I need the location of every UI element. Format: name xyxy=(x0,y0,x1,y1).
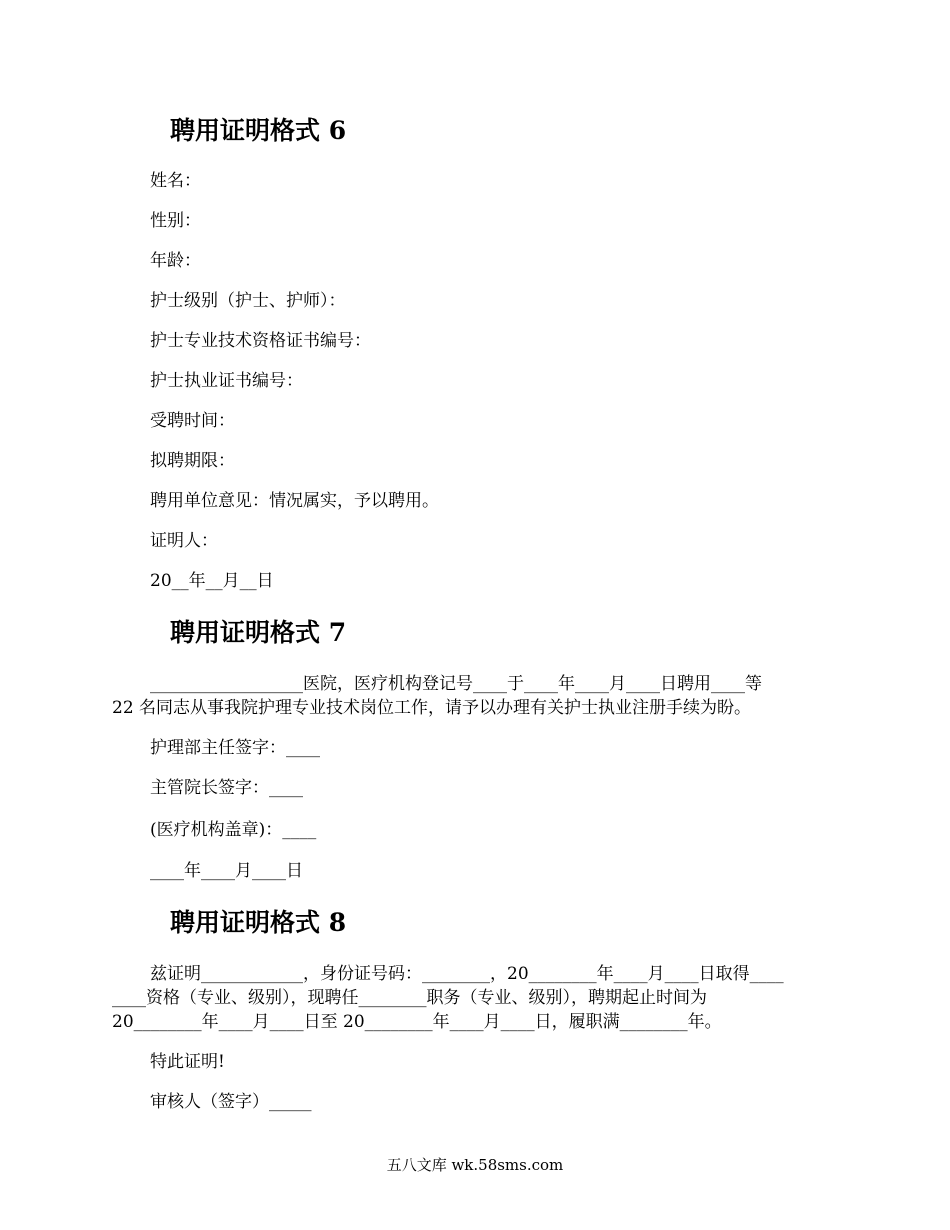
field-age: 年龄： xyxy=(150,251,201,271)
section-7-paragraph-line-2: 22 名同志从事我院护理专业技术岗位工作，请予以办理有关护士执业注册手续为盼。 xyxy=(112,698,752,718)
field-date: 20__年__月__日 xyxy=(150,571,274,591)
field-employer-opinion: 聘用单位意见：情况属实，予以聘用。 xyxy=(150,491,439,511)
footer-watermark: 五八文库 wk.58sms.com xyxy=(386,1156,564,1174)
field-hire-period: 拟聘期限： xyxy=(150,451,235,471)
section-8-paragraph-line-3: 20________年____月____日至 20________年____月____日，履职满________年。 xyxy=(112,1012,722,1032)
section-8-paragraph-line-1: 兹证明____________，身份证号码：________，20________年____月____日取得____ xyxy=(150,964,784,984)
field-certifier: 证明人： xyxy=(150,531,218,551)
field-name: 姓名： xyxy=(150,171,201,191)
section-6-title: 聘用证明格式 6 xyxy=(170,116,347,145)
section-7-paragraph-line-1: __________________医院，医疗机构登记号____于____年____月____日聘用____等 xyxy=(150,674,762,694)
dean-signature: 主管院长签字：____ xyxy=(150,778,303,798)
section-8-paragraph-line-2: ____资格（专业、级别），现聘任________职务（专业、级别），聘期起止时间为 xyxy=(112,988,707,1008)
field-hire-time: 受聘时间： xyxy=(150,411,235,431)
institution-seal: (医疗机构盖章)：____ xyxy=(150,820,317,840)
field-qualification-cert-no: 护士专业技术资格证书编号： xyxy=(150,331,371,351)
section-7-title: 聘用证明格式 7 xyxy=(170,618,347,647)
field-nurse-level: 护士级别（护士、护师）： xyxy=(150,291,346,311)
section-8-title: 聘用证明格式 8 xyxy=(170,908,347,937)
section-7-date: ____年____月____日 xyxy=(150,861,303,881)
reviewer-signature: 审核人（签字）_____ xyxy=(150,1092,312,1112)
hereby-certify: 特此证明! xyxy=(150,1052,225,1072)
field-gender: 性别： xyxy=(150,211,201,231)
nursing-director-signature: 护理部主任签字：____ xyxy=(150,738,320,758)
field-practice-cert-no: 护士执业证书编号： xyxy=(150,371,303,391)
